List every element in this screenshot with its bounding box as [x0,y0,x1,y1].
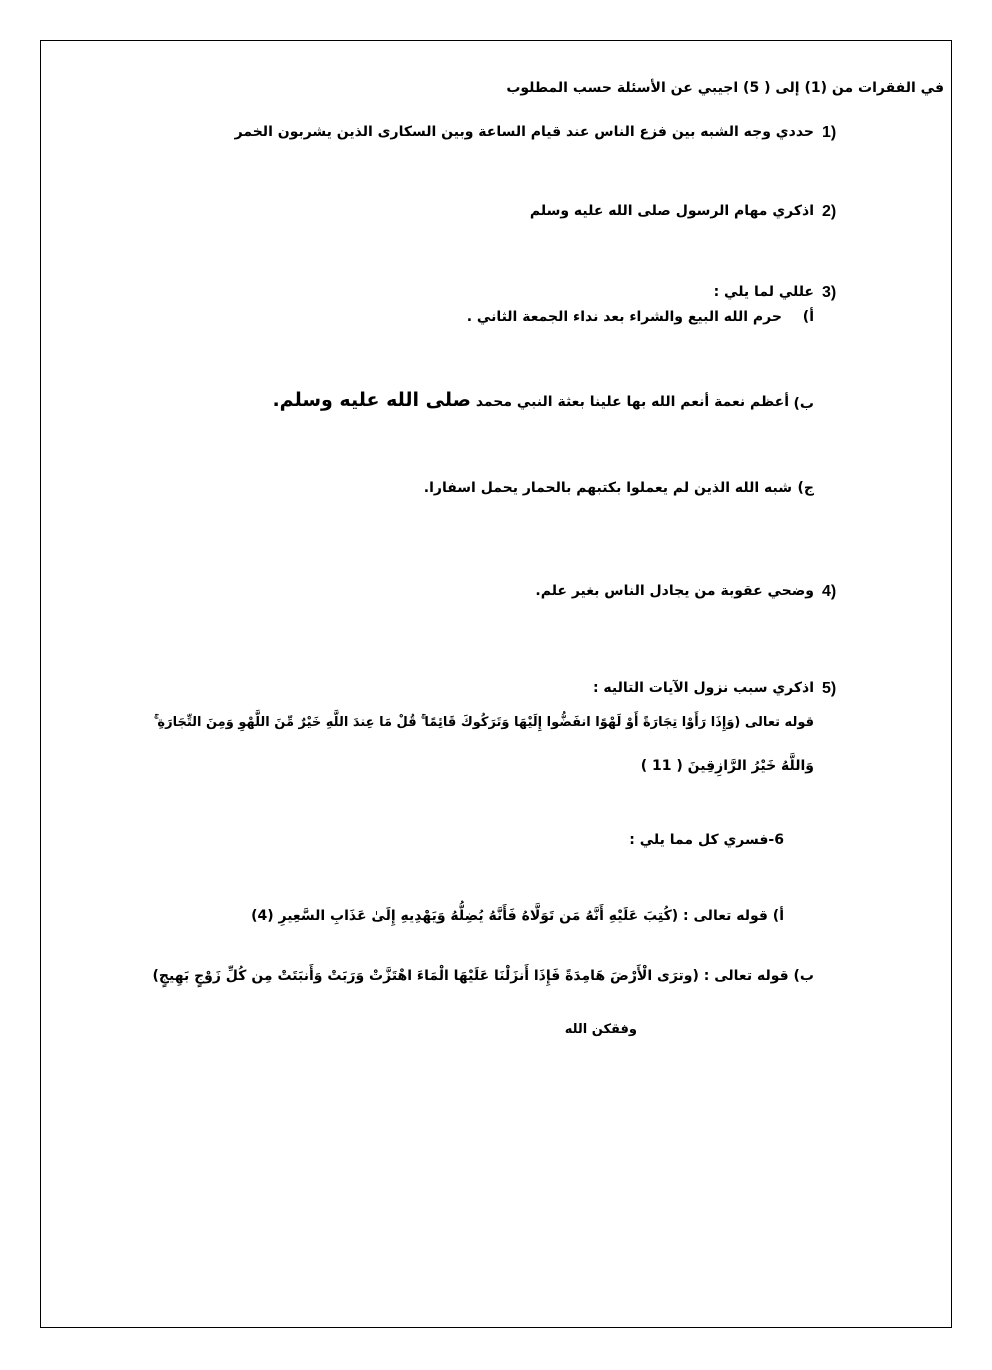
question-3b-text-part2: صلى الله عليه وسلم. [272,389,471,411]
question-2-number: 2) [822,203,837,220]
question-3b-label: ب) [793,396,814,412]
question-5-verse-text1: قوله تعالى (وَإِذَا رَأَوْا تِجَارَةً أَوْ لَهْوًا انفَضُّوا إِلَيْهَا وَتَرَكُوكَ قَائِمًا ۚ قُلْ مَا عِندَ اللَّهِ خَيْرٌ مِّنَ اللَّهْوِ وَمِنَ التِّجَارَةِ ۚ [154,715,814,730]
question-5-number: 5) [822,680,837,697]
question-5-verse-line1 [154,713,814,733]
question-3a-label: أ) [802,309,814,325]
question-3b-text [272,390,789,412]
closing-note: وفقكن الله [564,1022,637,1037]
page-border [40,40,952,1328]
question-5-verse-line2: وَاللَّهُ خَيْرُ الرَّازِقِينَ ( 11 ) [640,758,814,774]
question-2-text: اذكري مهام الرسول صلى الله عليه وسلم [529,203,814,219]
question-5-text: اذكري سبب نزول الآيات التاليه : [592,680,814,696]
question-6a-text: أ) قوله تعالى : (كُتِبَ عَلَيْهِ أَنَّهُ مَن تَوَلَّاهُ فَأَنَّهُ يُضِلُّهُ وَيَهْدِيهِ إِلَىٰ عَذَابِ السَّعِيرِ (4) [251,908,784,924]
question-3-number: 3) [822,284,837,301]
question-3b-text-part1: أعظم نعمة أنعم الله بها علينا بعثة النبي محمد [475,394,789,410]
question-3-text: عللي لما يلي : [713,284,814,300]
question-6b-text: ب) قوله تعالى : (وترَى الْأَرْضَ هَامِدَةً فَإِذَا أَنزَلْنَا عَلَيْهَا الْمَاءَ اهْتَزَّتْ وَرَبَتْ وَأَنبَتَتْ مِن كُلِّ زَوْجٍ بَهِيجٍ) [152,968,814,984]
instructions: في الفقرات من (1) إلى ( 5) اجيبي عن الأسئلة حسب المطلوب [506,80,944,96]
question-4-number: 4) [822,583,837,600]
question-1-number: 1) [822,124,837,141]
question-3a-text: حرم الله البيع والشراء بعد نداء الجمعة الثاني . [466,309,782,325]
question-1-text: حددي وجه الشبه بين فزع الناس عند قيام الساعة وبين السكارى الذين يشربون الخمر [234,124,814,140]
question-3c-label: ج) [797,480,814,496]
question-6-title: 6-فسري كل مما يلي : [629,832,784,848]
question-3c-text: شبه الله الذين لم يعملوا بكتبهم بالحمار يحمل اسفارا. [423,480,792,496]
question-4-text: وضحي عقوبة من يجادل الناس بغير علم. [535,583,814,599]
